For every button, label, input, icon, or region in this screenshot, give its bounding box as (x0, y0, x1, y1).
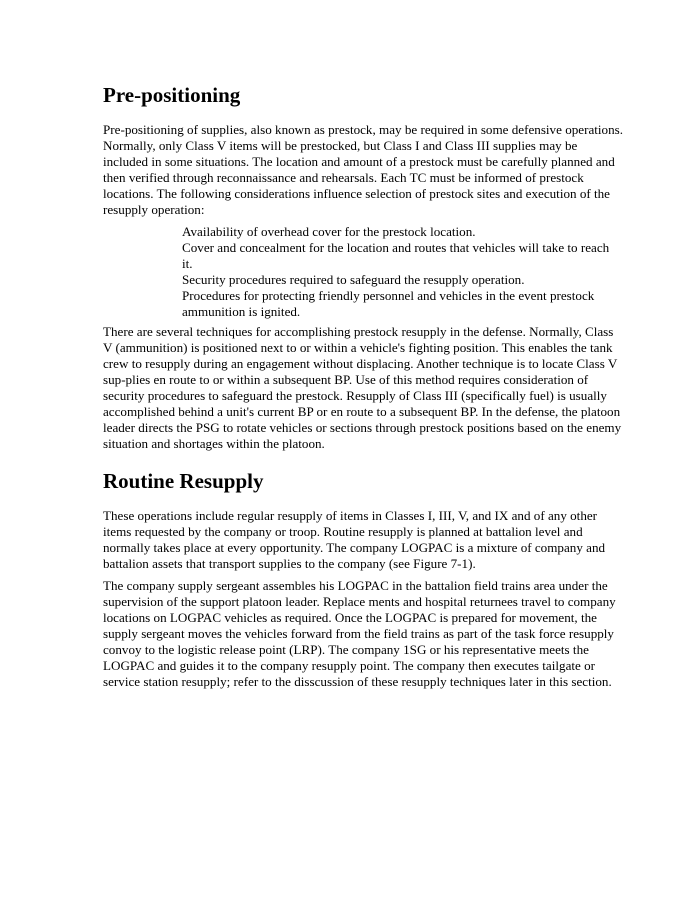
list-item: Availability of overhead cover for the prestock location. (182, 224, 476, 239)
considerations-list (103, 224, 623, 320)
document-page (103, 82, 623, 690)
list-item: Security procedures required to safeguard the resupply operation. (182, 272, 525, 287)
paragraph-logpac: The company supply sergeant assembles his LOGPAC in the battalion field trains area under the supervision of the support platoon leader. Replace ments and hospital returnees travel to company locations on LOGPAC vehicles as required. Once the LOGPAC is prepared for movement, the supply sergeant moves the vehicles forward from the field trains as part of the task force resupply convoy to the logistic release point (LRP). The company 1SG or his representative meets the LOGPAC and guides it to the company resupply point. The company then executes tailgate or service station resupply; refer to the disscussion of these resupply techniques later in this section. (103, 578, 616, 689)
heading-pre-positioning: Pre-positioning (103, 83, 241, 107)
paragraph-prestock-intro: Pre-positioning of supplies, also known as prestock, may be required in some defensive operations. Normally, only Class V items will be prestocked, but Class I and Class III supplies may be included in some situations. The location and amount of a prestock must be carefully planned and then verified through reconnaissance and rehearsals. Each TC must be informed of prestock locations. The following considerations influence selection of prestock sites and execution of the resupply operation: (103, 122, 624, 217)
paragraph-prestock-techniques: There are several techniques for accomplishing prestock resupply in the defense. Normally, Class V (ammunition) is positioned next to or within a vehicle's fighting position. This enables the tank crew to resupply during an engagement without displacing. Another technique is to locate Class V sup-plies en route to or within a subsequent BP. Use of this method requires consideration of security procedures to safeguard the prestock. Resupply of Class III (specifically fuel) is usually accomplished behind a unit's current BP or en route to a subsequent BP. In the defense, the platoon leader directs the PSG to rotate vehicles or sections through prestock positions based on the enemy situation and shortages within the platoon. (103, 324, 622, 451)
list-item: Procedures for protecting friendly personnel and vehicles in the event prestock ammunition is ignited. (182, 288, 595, 319)
heading-routine-resupply: Routine Resupply (103, 469, 264, 493)
paragraph-routine-resupply: These operations include regular resupply of items in Classes I, III, V, and IX and of any other items requested by the company or troop. Routine resupply is planned at battalion level and normally takes place at every opportunity. The company LOGPAC is a mixture of company and battalion assets that transport supplies to the company (see Figure 7-1). (103, 508, 606, 571)
list-item: Cover and concealment for the location and routes that vehicles will take to reach it. (182, 240, 610, 271)
